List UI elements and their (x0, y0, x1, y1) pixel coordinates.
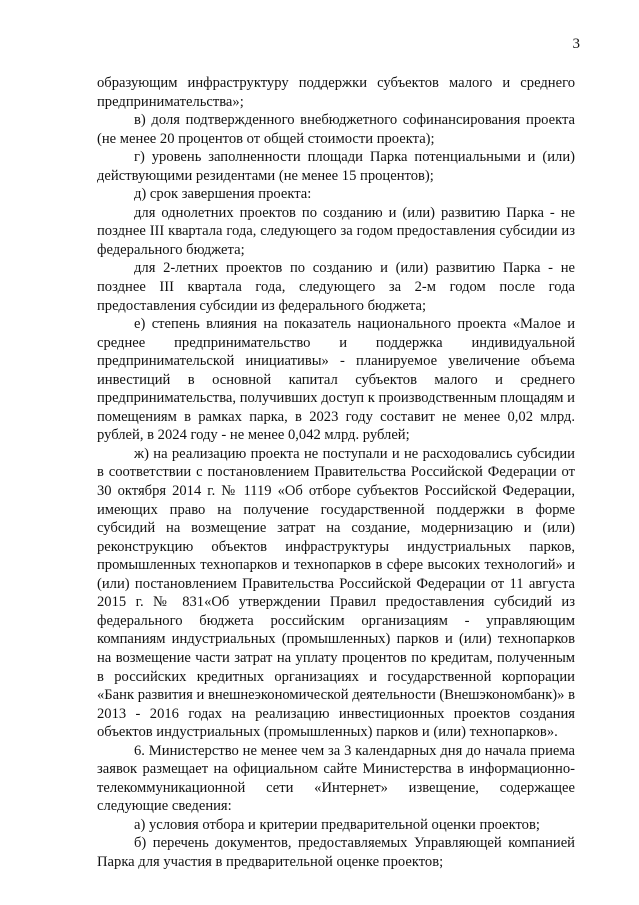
paragraph-section-6: 6. Министерство не менее чем за 3 календарных дня до начала приема заявок размещает на официальном сайте Министерства в информационно-телекоммуникационной сети «Интернет» извещение, содержащее следующие сведения: (97, 742, 575, 815)
paragraph-item-zh: ж) на реализацию проекта не поступали и не расходовались субсидии в соответствии с постановлением Правительства Российской Федерации от 30 октября 2014 г. № 1119 «Об отборе субъектов Российской Федерации, имеющих право на получение государственной поддержки в форме субсидий на возмещение затрат на создание, модернизацию и (или) реконструкцию объектов инфраструктуры индустриальных парков, промышленных технопарков и технопарков в сфере высоких технологий» и (или) постановлением Правительства Российской Федерации от 11 августа 2015 г. № 831«Об утверждении Правил предоставления субсидий из федерального бюджета российским организациям - управляющим компаниям индустриальных (промышленных) парков и (или) технопарков на возмещение части затрат на уплату процентов по кредитам, полученным в российских кредитных организациях и государственной корпорации «Банк развития и внешнеэкономической деятельности (Внешэкономбанк)» в 2013 - 2016 годах на реализацию инвестиционных проектов создания объектов индустриальных (промышленных) парков и (или) технопарков». (97, 445, 575, 741)
paragraph-two-year-projects: для 2-летних проектов по созданию и (или) развитию Парка - не позднее III квартала года, следующего за 2-м годом после года предоставления субсидии из федерального бюджета; (97, 260, 575, 314)
page-number: 3 (572, 36, 580, 52)
document-body (97, 74, 575, 872)
paragraph-item-e: е) степень влияния на показатель национального проекта «Малое и среднее предпринимательство и поддержка индивидуальной предпринимательской инициативы» - планируемое увеличение объема инвестиций в основной капитал субъектов малого и среднего предпринимательства, получивших доступ к производственным площадям и помещениям в рамках парка, в 2023 году составит не менее 0,02 млрд. рублей, в 2024 году - не менее 0,042 млрд. рублей; (97, 316, 575, 444)
paragraph-item-g: г) уровень заполненности площади Парка потенциальными и (или) действующими резидентами (не менее 15 процентов); (97, 149, 575, 184)
paragraph-continuation: образующим инфраструктуру поддержки субъектов малого и среднего предпринимательства»; (97, 75, 575, 110)
paragraph-item-a: а) условия отбора и критерии предварительной оценки проектов; (134, 816, 540, 833)
paragraph-item-v: в) доля подтвержденного внебюджетного софинансирования проекта (не менее 20 процентов от общей стоимости проекта); (97, 112, 575, 147)
paragraph-item-d: д) срок завершения проекта: (134, 186, 312, 203)
paragraph-item-b: б) перечень документов, предоставляемых Управляющей компанией Парка для участия в предварительной оценке проектов; (97, 835, 575, 870)
paragraph-one-year-projects: для однолетних проектов по созданию и (или) развитию Парка - не позднее III квартала года, следующего за годом предоставления субсидии из федерального бюджета; (97, 204, 575, 258)
